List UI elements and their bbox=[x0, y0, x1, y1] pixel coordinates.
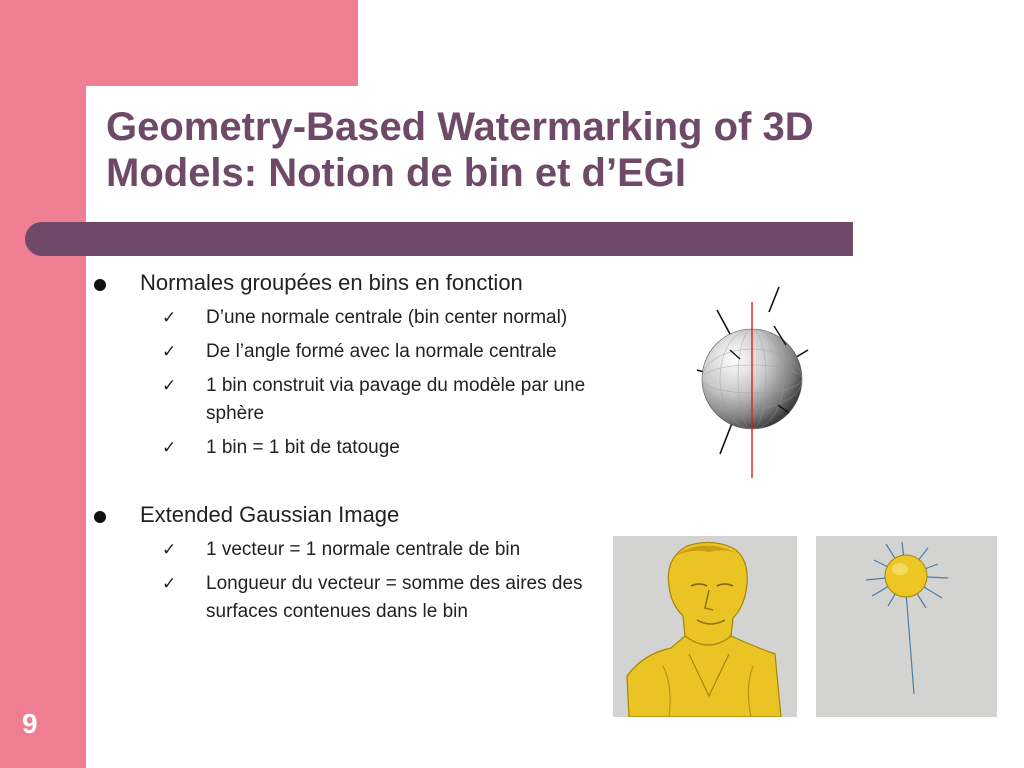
pink-left-band bbox=[0, 0, 86, 768]
sub-bullet-text: Longueur du vecteur = somme des aires des surfaces contenues dans le bin bbox=[206, 573, 583, 622]
bullet-item-1 bbox=[90, 268, 610, 298]
slide-title-line-2: Models: Notion de bin et d’EGI bbox=[106, 151, 686, 195]
checkmark-icon: ✓ bbox=[162, 438, 177, 458]
sub-bullet-item bbox=[90, 304, 610, 332]
sub-bullet-text: 1 bin = 1 bit de tatouge bbox=[206, 437, 400, 458]
sub-bullet-item bbox=[90, 338, 610, 366]
sub-bullet-text: 1 bin construit via pavage du modèle par une sphère bbox=[206, 375, 586, 424]
checkmark-icon: ✓ bbox=[162, 574, 177, 594]
checkmark-icon: ✓ bbox=[162, 540, 177, 560]
bullet-item-2 bbox=[90, 500, 610, 530]
bullet-list bbox=[90, 268, 610, 626]
checkmark-icon: ✓ bbox=[162, 342, 177, 362]
sub-bullet-item bbox=[90, 536, 610, 564]
page-number: 9 bbox=[22, 708, 38, 739]
sphere-normals-illustration bbox=[690, 282, 820, 482]
sub-bullet-text: De l’angle formé avec la normale centrale bbox=[206, 341, 557, 362]
sub-bullet-text: 1 vecteur = 1 normale centrale de bin bbox=[206, 539, 521, 560]
checkmark-icon: ✓ bbox=[162, 308, 177, 328]
bullet-dot-icon bbox=[94, 511, 106, 523]
bullet-text: Extended Gaussian Image bbox=[140, 502, 400, 527]
sub-bullet-item bbox=[90, 434, 610, 462]
checkmark-icon: ✓ bbox=[162, 376, 177, 396]
bust-model-image bbox=[613, 536, 797, 717]
egi-sphere-image bbox=[816, 536, 997, 717]
sub-bullet-item bbox=[90, 570, 610, 626]
sub-bullet-text: D’une normale centrale (bin center normal) bbox=[206, 307, 568, 328]
sub-bullet-item bbox=[90, 372, 610, 428]
title-divider-bar bbox=[25, 222, 853, 256]
bullet-dot-icon bbox=[94, 279, 106, 291]
pink-top-band bbox=[0, 0, 358, 86]
bullet-text: Normales groupées en bins en fonction bbox=[140, 270, 523, 295]
slide-title-line-1: Geometry-Based Watermarking of 3D bbox=[106, 105, 814, 149]
slide-title bbox=[106, 104, 946, 196]
